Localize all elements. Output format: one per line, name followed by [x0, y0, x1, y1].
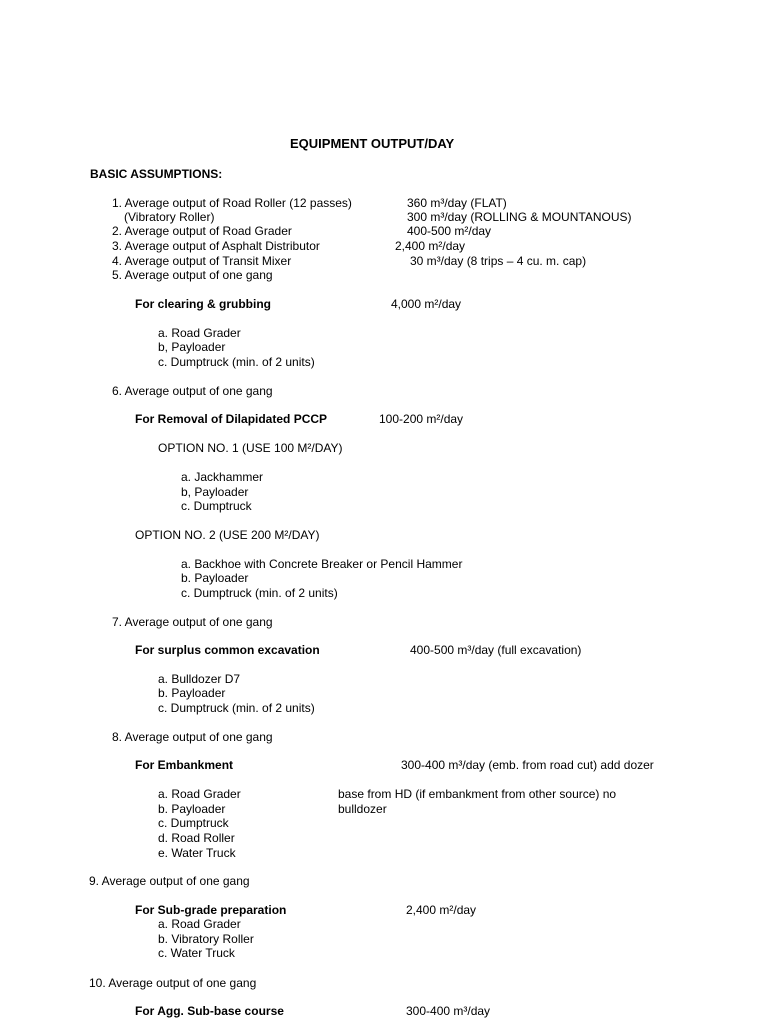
- list-item: 5. Average output of one gang: [112, 268, 273, 282]
- list-item-value: 400-500 m²/day: [407, 224, 492, 238]
- list-item: a. Road Grader: [158, 326, 241, 340]
- list-item: d. Road Roller: [158, 831, 235, 845]
- list-item: b, Payloader: [181, 485, 249, 499]
- list-item: e. Water Truck: [158, 846, 236, 860]
- list-item: b. Payloader: [158, 802, 226, 816]
- list-item-value: 2,400 m²/day: [395, 239, 466, 253]
- list-item: b. Payloader: [158, 686, 226, 700]
- page-title: EQUIPMENT OUTPUT/DAY: [290, 136, 455, 151]
- embankment-note: bulldozer: [338, 802, 387, 816]
- list-item: a. Backhoe with Concrete Breaker or Pencil Hammer: [181, 557, 463, 571]
- embankment-note: base from HD (if embankment from other source) no: [338, 787, 617, 801]
- list-item: 7. Average output of one gang: [112, 615, 273, 629]
- list-item-value: 300 m³/day (ROLLING & MOUNTANOUS): [407, 210, 632, 224]
- basic-assumptions-heading: BASIC ASSUMPTIONS:: [90, 167, 223, 181]
- subbase-value: 300-400 m³/day: [406, 1004, 491, 1018]
- list-item-value: 360 m³/day (FLAT): [407, 196, 507, 210]
- list-item: c. Water Truck: [158, 946, 235, 960]
- pccp-heading: For Removal of Dilapidated PCCP: [135, 412, 328, 426]
- subgrade-heading: For Sub-grade preparation: [135, 903, 287, 917]
- embankment-value: 300-400 m³/day (emb. from road cut) add dozer: [401, 758, 654, 772]
- list-item: a. Bulldozer D7: [158, 672, 241, 686]
- clearing-value: 4,000 m²/day: [391, 297, 462, 311]
- list-item: 1. Average output of Road Roller (12 passes): [112, 196, 352, 210]
- list-item-value: 30 m³/day (8 trips – 4 cu. m. cap): [410, 254, 587, 268]
- list-item: 9. Average output of one gang: [89, 874, 250, 888]
- list-item: 4. Average output of Transit Mixer: [112, 254, 292, 268]
- list-item: b, Payloader: [158, 340, 226, 354]
- list-item: b. Payloader: [181, 571, 249, 585]
- subbase-heading: For Agg. Sub-base course: [135, 1004, 284, 1018]
- list-item: 3. Average output of Asphalt Distributor: [112, 239, 320, 253]
- list-item: c. Dumptruck: [158, 816, 229, 830]
- list-item: c. Dumptruck (min. of 2 units): [158, 701, 315, 715]
- list-item: a. Road Grader: [158, 917, 241, 931]
- list-item: 6. Average output of one gang: [112, 384, 273, 398]
- excavation-value: 400-500 m³/day (full excavation): [410, 643, 582, 657]
- list-item: c. Dumptruck (min. of 2 units): [158, 355, 315, 369]
- list-item: c. Dumptruck (min. of 2 units): [181, 586, 338, 600]
- option-1-heading: OPTION NO. 1 (USE 100 M²/DAY): [158, 441, 343, 455]
- excavation-heading: For surplus common excavation: [135, 643, 320, 657]
- list-item: 8. Average output of one gang: [112, 730, 273, 744]
- list-item: (Vibratory Roller): [124, 210, 215, 224]
- embankment-heading: For Embankment: [135, 758, 234, 772]
- list-item: c. Dumptruck: [181, 499, 252, 513]
- list-item: 10. Average output of one gang: [89, 976, 257, 990]
- pccp-value: 100-200 m²/day: [379, 412, 464, 426]
- list-item: b. Vibratory Roller: [158, 932, 254, 946]
- list-item: 2. Average output of Road Grader: [112, 224, 292, 238]
- list-item: a. Road Grader: [158, 787, 241, 801]
- subgrade-value: 2,400 m²/day: [406, 903, 477, 917]
- option-2-heading: OPTION NO. 2 (USE 200 M²/DAY): [135, 528, 320, 542]
- list-item: a. Jackhammer: [181, 470, 264, 484]
- clearing-heading: For clearing & grubbing: [135, 297, 272, 311]
